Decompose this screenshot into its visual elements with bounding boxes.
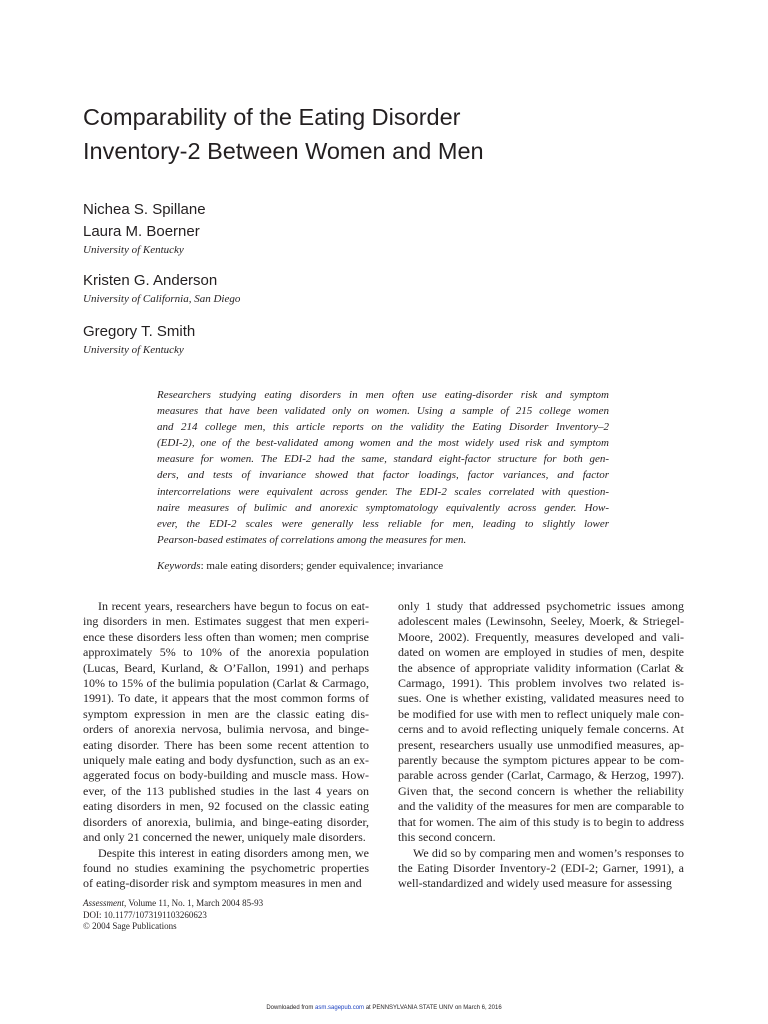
body-text-line: Moore, 2002). Frequently, measures developed and vali- (398, 629, 684, 644)
body-text-line: Carmago, 1991). This problem involves two related is- (398, 676, 684, 691)
doi: DOI: 10.1177/1073191103260623 (83, 909, 207, 920)
body-text-line: symptom expression in men are the classic eating dis- (83, 706, 369, 721)
author-name: Gregory T. Smith (83, 323, 196, 340)
author-affiliation: University of Kentucky (83, 244, 184, 256)
abstract-line: (EDI-2), one of the best-validated among women and the most widely used risk and symptom (157, 437, 609, 450)
footer-link[interactable]: asm.sagepub.com (315, 1005, 365, 1011)
publication-info (83, 898, 383, 933)
article-title-line: Inventory-2 Between Women and Men (83, 138, 484, 164)
abstract-line: and 214 college men, this article reports on the validity the Eating Disorder Inventory–2 (157, 421, 609, 434)
body-text-line: only 1 study that addressed psychometric issues among (398, 599, 684, 613)
author-name: Nichea S. Spillane (83, 201, 206, 218)
author-group (83, 321, 195, 358)
body-text-line: Given that, the second concern is whether the reliability (398, 783, 684, 798)
body-text-line: that for women. The aim of this study is to begin to address (398, 814, 684, 829)
author-affiliation: University of Kentucky (83, 344, 184, 356)
body-text-line: eating disorder. There has been some recent attention to (83, 737, 369, 752)
body-text-line: this second concern. (398, 830, 496, 845)
copyright: © 2004 Sage Publications (83, 921, 177, 931)
body-text-line: uniquely male eating and body dysfunction, such as an ex- (83, 753, 369, 768)
body-text-line: ing disorders in men. Estimates suggest that men experi- (83, 614, 369, 629)
author-name: Kristen G. Anderson (83, 272, 218, 289)
author-group (83, 199, 206, 258)
body-text-line: (Lucas, Beard, Kurland, & O’Fallon, 1991) and perhaps (83, 660, 369, 675)
body-text-line: In recent years, researchers have begun to focus on eat- (98, 599, 369, 613)
download-footer (0, 1004, 768, 1012)
abstract-line: naire measures of bulimic and anorexic symptomatology equivalently across gender. How- (157, 501, 609, 514)
article-title (83, 100, 683, 168)
body-text-line: the absence of appropriate validity information (Carlat & (398, 660, 684, 675)
keywords-text: : male eating disorders; gender equivalence; invariance (200, 560, 444, 572)
body-text-line: approximately 5% to 10% of the anorexia population (83, 645, 369, 660)
body-text-line: adolescent males (Lewinsohn, Seeley, Moerk, & Striegel- (398, 614, 684, 629)
body-text-line: found no studies examining the psychometric properties (83, 860, 369, 875)
author-affiliation: University of California, San Diego (83, 293, 241, 305)
body-text-line: well-standardized and widely used measure for assessing (398, 876, 672, 891)
author-name: Laura M. Boerner (83, 223, 200, 240)
body-text-line: disorders of anorexia, bulimia, and binge-eating disorder, (83, 814, 369, 829)
body-text-line: Despite this interest in eating disorders among men, we (98, 845, 369, 860)
abstract-line: ever, the EDI-2 scales were generally less reliable for men, leading to slightly lower (157, 517, 609, 530)
body-column-right (398, 599, 684, 892)
body-text-line: ever, of the 113 published studies in the last 4 years on (83, 783, 369, 798)
abstract-line: measures that have been validated only on women. Using a sample of 215 college women (157, 405, 609, 418)
body-text-line: cerns and to avoid reflecting uniquely female concerns. At (398, 722, 684, 737)
body-text-line: of eating-disorder risk and symptom measures in men and (83, 876, 362, 891)
article-title-line: Comparability of the Eating Disorder (83, 104, 461, 130)
body-text-line: parable across gender (Carlat, Carmago, & Herzog, 1997). (398, 768, 684, 783)
body-text-line: and only 21 concerned the newer, uniquely male disorders. (83, 830, 366, 845)
body-text-line: ence these disorders less often than women; men comprise (83, 629, 369, 644)
keywords (157, 558, 609, 574)
footer-prefix: Downloaded from (266, 1005, 316, 1011)
body-text-line: aggerated focus on body-building and muscle mass. How- (83, 768, 369, 783)
abstract-line: Researchers studying eating disorders in men often use eating-disorder risk and symptom (157, 389, 609, 401)
journal-volume: , Volume 11, No. 1, March 2004 85-93 (124, 898, 264, 908)
body-text-line: be modified for use with men to reflect uniquely male con- (398, 706, 684, 721)
abstract-line: ders, and tests of invariance showed that factor loadings, factor variances, and factor (157, 469, 609, 482)
body-text-line: and the validity of the measures for men are comparable to (398, 799, 684, 814)
journal-citation (83, 898, 383, 910)
body-text-line: 10% to 15% of the bulimia population (Carlat & Carmago, (83, 676, 369, 691)
abstract (157, 387, 609, 548)
abstract-line: measure for women. The EDI-2 had the same, standard eight-factor structure for both gen- (157, 453, 609, 466)
body-column-left (83, 599, 369, 892)
body-text-line: present, researchers usually use unmodified measures, ap- (398, 737, 684, 752)
keywords-label: Keywords (157, 560, 201, 572)
body-text-line: sues. One is whether existing, validated measures need to (398, 691, 684, 706)
body-text-line: the Eating Disorder Inventory-2 (EDI-2; Garner, 1991), a (398, 860, 684, 875)
body-text-line: eating disorders in men, 92 focused on the classic eating (83, 799, 369, 814)
body-text-line: dated on women are employed in studies of men, despite (398, 645, 684, 660)
abstract-line: Pearson-based estimates of correlations among the measures for men. (157, 533, 467, 546)
author-group (83, 270, 240, 307)
body-text-line: 1991). To date, it appears that the most common forms of (83, 691, 369, 706)
body-text-line: orders of anorexia nervosa, bulimia nervosa, and binge- (83, 722, 369, 737)
footer-suffix: at PENNSYLVANIA STATE UNIV on March 6, 2016 (364, 1005, 502, 1011)
abstract-line: intercorrelations were equivalent across gender. The EDI-2 scales correlated with question- (157, 485, 609, 498)
body-text-line: We did so by comparing men and women’s responses to (413, 845, 684, 860)
body-text-line: parently because the symptom pictures appear to be com- (398, 753, 684, 768)
journal-name: Assessment (83, 898, 124, 908)
